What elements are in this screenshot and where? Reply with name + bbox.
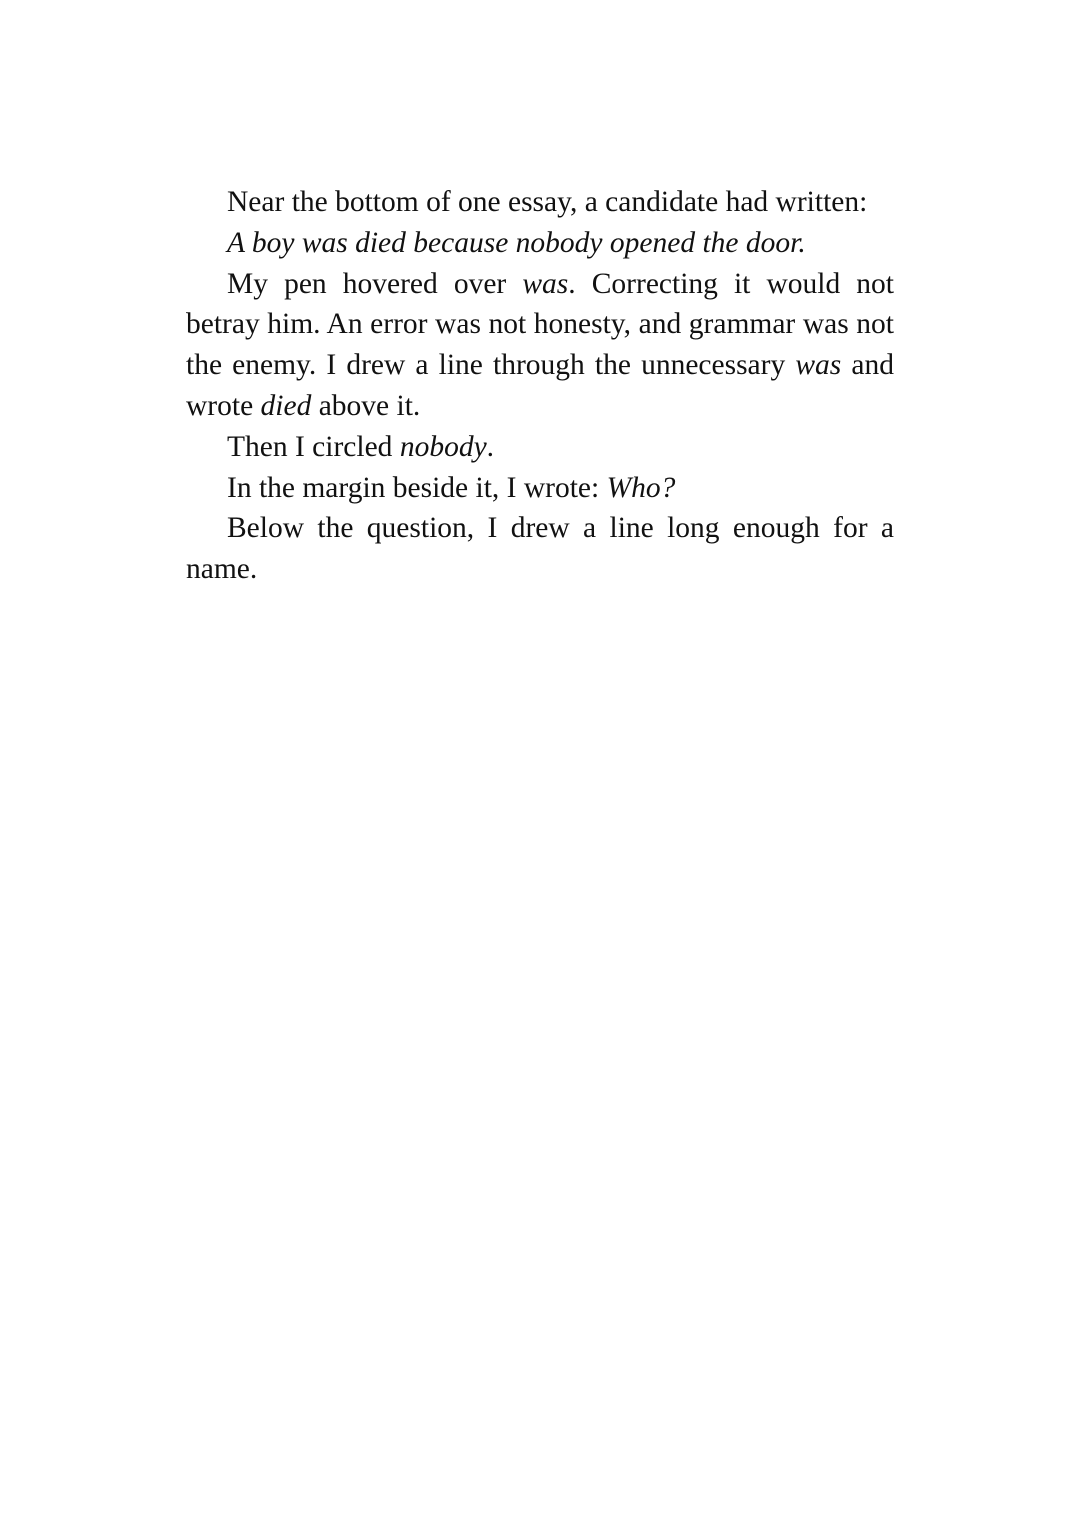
italic-text-span: was: [522, 267, 569, 300]
paragraph: [186, 508, 894, 590]
paragraph: [186, 182, 894, 223]
italic-text-span: was: [795, 349, 842, 382]
paragraph: [186, 468, 894, 509]
text-span: above it.: [311, 389, 421, 422]
paragraph-quoted-sentence: [186, 223, 894, 264]
text-span: .: [486, 430, 495, 463]
paragraph: [186, 264, 894, 427]
paragraph: [186, 427, 894, 468]
italic-text-span: nobody: [399, 430, 487, 463]
text-span: In the margin beside it, I wrote:: [227, 471, 607, 504]
italic-text-span: died: [260, 389, 312, 422]
text-span: . Correcting it would not betray him. An error was not honesty, and grammar was not the enemy. I drew a line through the unnecessary: [186, 267, 894, 382]
text-span: My pen hovered over: [227, 267, 523, 300]
text-span: Near the bottom of one essay, a candidate had written:: [227, 186, 868, 218]
text-span: Then I circled: [227, 430, 400, 463]
body-text: [186, 182, 894, 590]
text-span: Below the question, I drew a line long enough for a name.: [186, 512, 894, 586]
text-span: and wrote: [186, 349, 894, 422]
italic-text-span: Who?: [606, 471, 676, 504]
italic-text-span: A boy was died because nobody opened the door.: [227, 226, 806, 259]
